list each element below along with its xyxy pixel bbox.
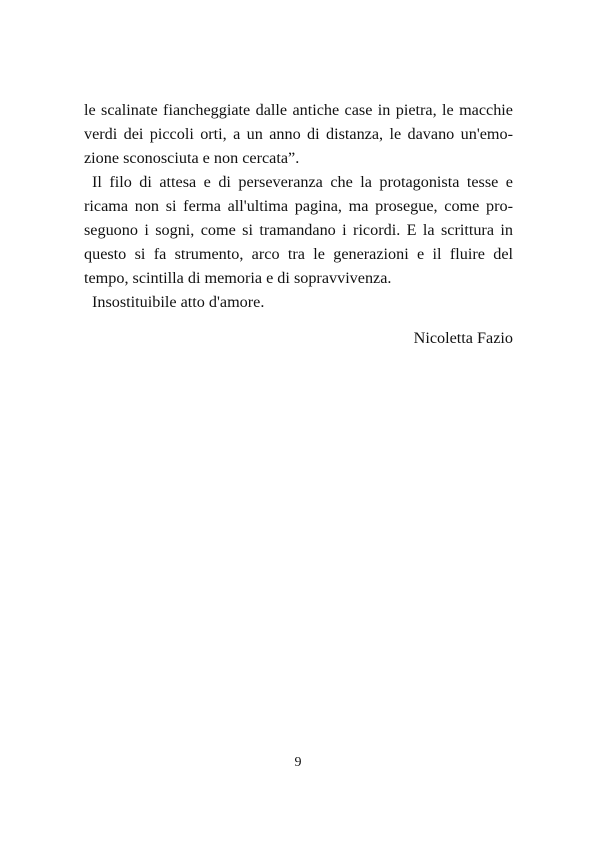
text-line-5: ricama non si ferma all'ultima pagina, ma prosegue, come pro-: [84, 197, 513, 215]
page-number: 9: [294, 755, 302, 770]
text-line-2: verdi dei piccoli orti, a un anno di distanza, le davano un'emo-: [84, 125, 513, 143]
author-signature: Nicoletta Fazio: [413, 329, 513, 347]
text-line-6: seguono i sogni, come si tramandano i ricordi. E la scrittura in: [84, 221, 513, 239]
text-line-8: tempo, scintilla di memoria e di sopravvivenza.: [84, 269, 392, 287]
text-line-9: Insostituibile atto d'amore.: [92, 293, 265, 311]
text-line-4: Il filo di attesa e di perseveranza che la protagonista tesse e: [92, 173, 513, 191]
text-line-7: questo si fa strumento, arco tra le generazioni e il fluire del: [84, 245, 513, 263]
body-text: [84, 98, 513, 314]
text-line-1: le scalinate fiancheggiate dalle antiche case in pietra, le macchie: [84, 101, 513, 119]
text-line-3: zione sconosciuta e non cercata”.: [84, 149, 300, 167]
